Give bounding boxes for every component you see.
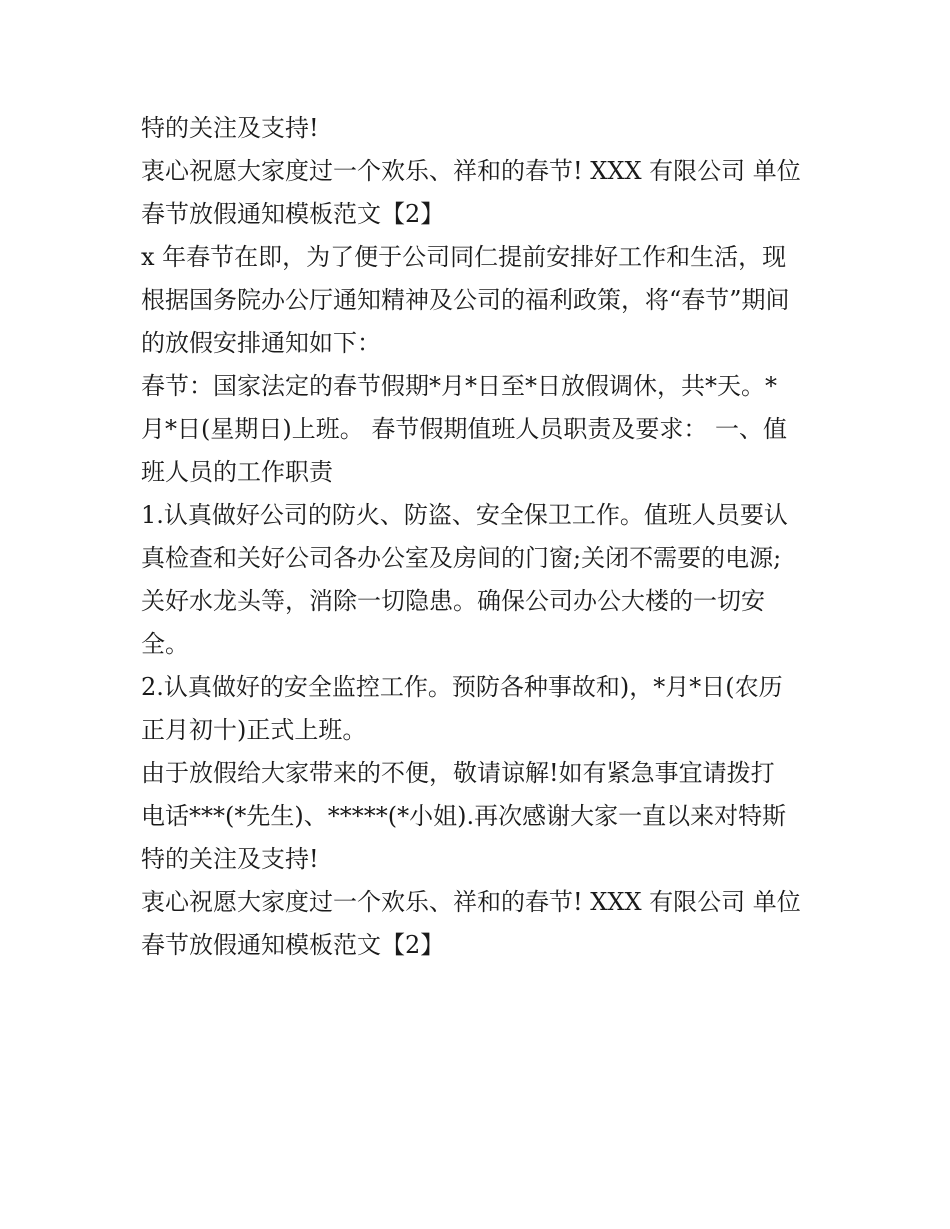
text-line: 2.认真做好的安全监控工作。预防各种事故和)，*月*日(农历: [141, 673, 783, 701]
text-line: 1.认真做好公司的防火、防盗、安全保卫工作。值班人员要认: [141, 501, 788, 529]
text-line: 关好水龙头等，消除一切隐患。确保公司办公大楼的一切安: [141, 587, 765, 615]
text-line: 月*日(星期日)上班。 春节假期值班人员职责及要求： 一、值: [141, 415, 787, 443]
text-line: 真检查和关好公司各办公室及房间的门窗;关闭不需要的电源;: [141, 544, 782, 572]
document-body: [141, 107, 821, 967]
text-line: 特的关注及支持!: [141, 845, 319, 873]
section-heading: 春节放假通知模板范文【2】: [141, 931, 445, 959]
text-line: x 年春节在即，为了便于公司同仁提前安排好工作和生活，现: [141, 243, 787, 271]
section-heading: 春节放假通知模板范文【2】: [141, 200, 445, 228]
text-line: 全。: [141, 630, 189, 658]
text-line: 电话***(*先生)、*****(*小姐).再次感谢大家一直以来对特斯: [141, 802, 787, 830]
text-line: 由于放假给大家带来的不便，敬请谅解!如有紧急事宜请拨打: [141, 759, 775, 787]
text-line: 特的关注及支持!: [141, 114, 319, 142]
text-line: 根据国务院办公厅通知精神及公司的福利政策，将“春节”期间: [141, 286, 790, 314]
text-line: 衷心祝愿大家度过一个欢乐、祥和的春节! XXX 有限公司 单位: [141, 157, 801, 185]
text-line: 正月初十)正式上班。: [141, 716, 367, 744]
text-line: 的放假安排通知如下：: [141, 329, 381, 357]
text-line: 衷心祝愿大家度过一个欢乐、祥和的春节! XXX 有限公司 单位: [141, 888, 801, 916]
text-line: 班人员的工作职责: [141, 458, 333, 486]
text-line: 春节：国家法定的春节假期*月*日至*日放假调休，共*天。*: [141, 372, 777, 400]
